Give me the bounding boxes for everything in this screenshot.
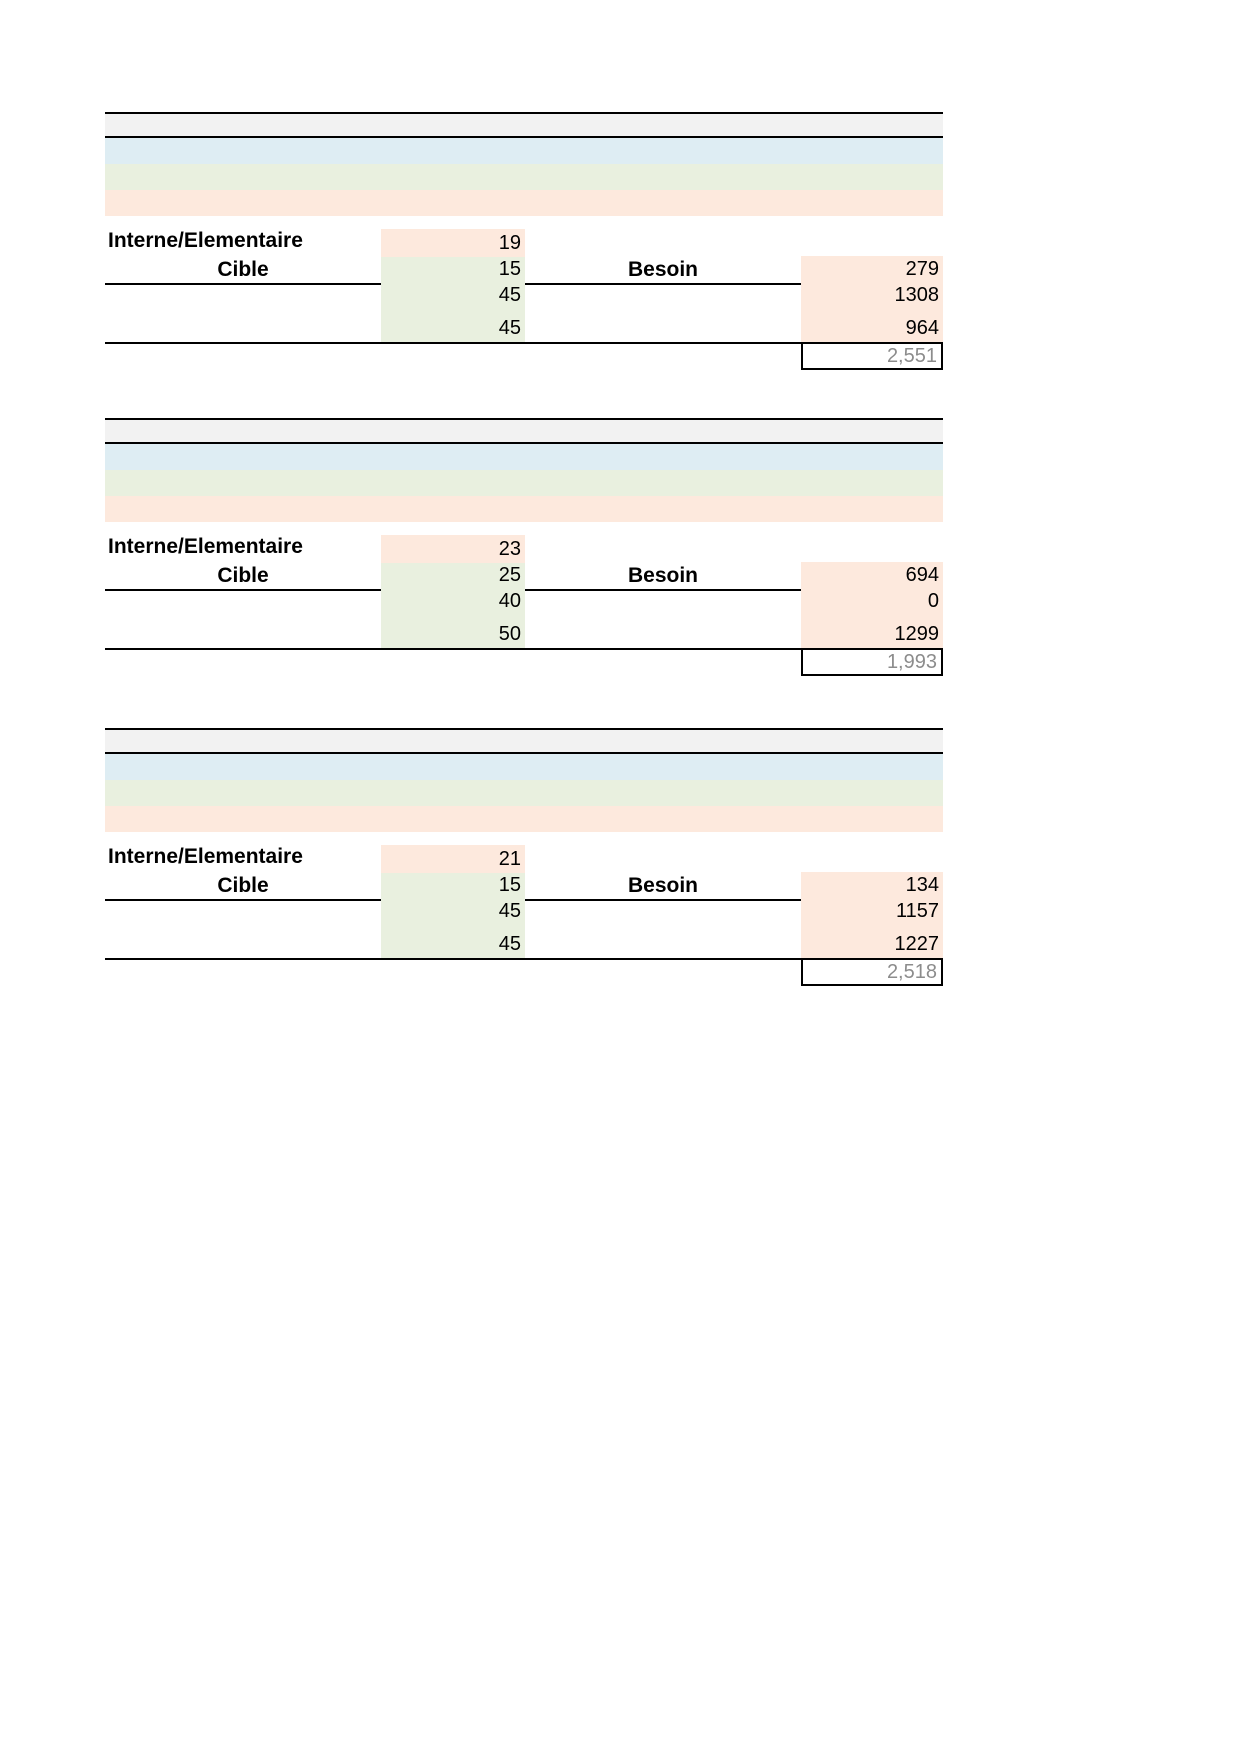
besoin-column bbox=[801, 872, 943, 958]
label-interne-elementaire: Interne/Elementaire bbox=[108, 845, 303, 868]
label-cible: Cible bbox=[217, 564, 269, 587]
besoin-cell: 964 bbox=[905, 317, 939, 339]
section-1 bbox=[105, 112, 943, 392]
value-cell: 45 bbox=[498, 900, 521, 922]
besoin-cell: 1308 bbox=[894, 284, 939, 306]
besoin-cell: 694 bbox=[905, 564, 939, 586]
besoin-cell: 1299 bbox=[894, 623, 939, 645]
divider bbox=[525, 589, 801, 591]
label-cible: Cible bbox=[217, 258, 269, 281]
label-interne-elementaire: Interne/Elementaire bbox=[108, 535, 303, 558]
total-value: 2,551 bbox=[886, 345, 937, 367]
divider bbox=[105, 283, 381, 285]
total-value: 1,993 bbox=[886, 651, 937, 673]
header-band-blue bbox=[105, 138, 943, 164]
total-cell bbox=[801, 958, 943, 986]
label-besoin: Besoin bbox=[627, 258, 698, 281]
header-band-orange bbox=[105, 496, 943, 522]
header-band-orange bbox=[105, 190, 943, 216]
header-band-green bbox=[105, 780, 943, 806]
values-column bbox=[381, 535, 525, 648]
value-cell: 15 bbox=[498, 874, 521, 896]
total-value: 2,518 bbox=[886, 961, 937, 983]
header-band-orange bbox=[105, 806, 943, 832]
label-interne-elementaire: Interne/Elementaire bbox=[108, 229, 303, 252]
value-cell: 25 bbox=[498, 564, 521, 586]
value-cell: 45 bbox=[498, 317, 521, 339]
total-cell bbox=[801, 648, 943, 676]
value-cell: 23 bbox=[498, 538, 521, 560]
besoin-column bbox=[801, 562, 943, 648]
header-band-gray bbox=[105, 112, 943, 138]
besoin-column bbox=[801, 256, 943, 342]
besoin-cell: 279 bbox=[905, 258, 939, 280]
value-cell: 45 bbox=[498, 284, 521, 306]
header-band-green bbox=[105, 470, 943, 496]
divider bbox=[105, 589, 381, 591]
divider bbox=[525, 283, 801, 285]
header-band-blue bbox=[105, 444, 943, 470]
value-cell: 21 bbox=[498, 848, 521, 870]
value-cell: 45 bbox=[498, 933, 521, 955]
besoin-cell: 1227 bbox=[894, 933, 939, 955]
header-band-green bbox=[105, 164, 943, 190]
besoin-cell: 0 bbox=[927, 590, 939, 612]
label-cible: Cible bbox=[217, 874, 269, 897]
section-2 bbox=[105, 418, 943, 698]
divider bbox=[525, 899, 801, 901]
values-column bbox=[381, 845, 525, 958]
values-column bbox=[381, 229, 525, 342]
besoin-cell: 134 bbox=[905, 874, 939, 896]
header-band-gray bbox=[105, 728, 943, 754]
value-cell: 40 bbox=[498, 590, 521, 612]
value-cell: 19 bbox=[498, 232, 521, 254]
divider bbox=[105, 899, 381, 901]
value-cell: 50 bbox=[498, 623, 521, 645]
section-3 bbox=[105, 728, 943, 1008]
header-band-gray bbox=[105, 418, 943, 444]
header-band-blue bbox=[105, 754, 943, 780]
total-cell bbox=[801, 342, 943, 370]
label-besoin: Besoin bbox=[627, 874, 698, 897]
value-cell: 15 bbox=[498, 258, 521, 280]
label-besoin: Besoin bbox=[627, 564, 698, 587]
besoin-cell: 1157 bbox=[895, 900, 939, 922]
